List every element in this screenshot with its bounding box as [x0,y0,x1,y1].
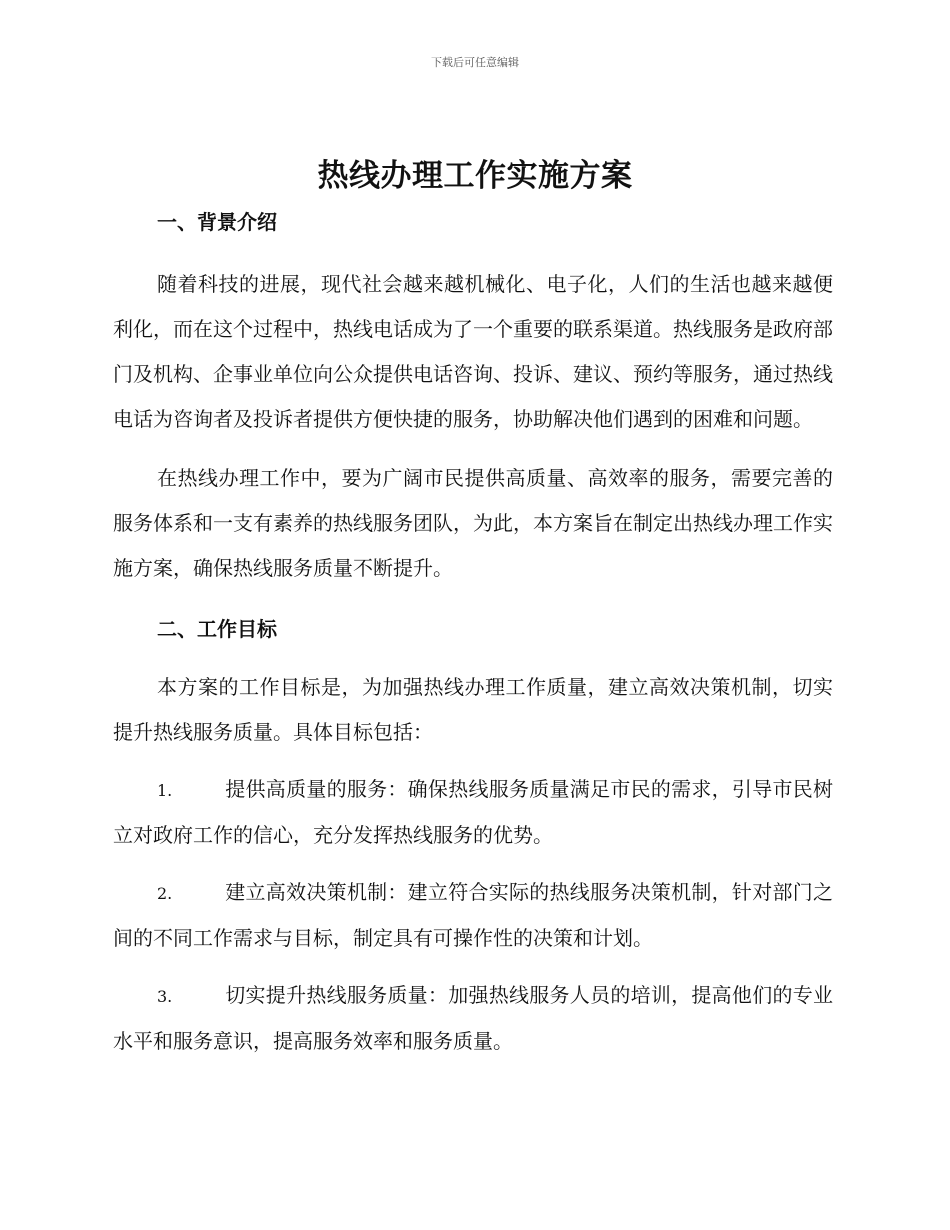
list-number: 1. [157,781,173,800]
goal-list-item-2 [113,870,833,961]
paragraph-background-1: 随着科技的进展，现代社会越来越机械化、电子化，人们的生活也越来越便利化，而在这个过程中，热线电话成为了一个重要的联系渠道。热线服务是政府部门及机构、企事业单位向公众提供电话咨询、投诉、建议、预约等服务，通过热线电话为咨询者及投诉者提供方便快捷的服务，协助解决他们遇到的困难和问题。 [113,272,833,431]
header-note: 下载后可任意编辑 [431,56,519,69]
list-text: 切实提升热线服务质量：加强热线服务人员的培训，提高他们的专业水平和服务意识，提高服务效率和服务质量。 [113,983,833,1053]
list-text: 建立高效决策机制：建立符合实际的热线服务决策机制，针对部门之间的不同工作需求与目标，制定具有可操作性的决策和计划。 [113,880,833,950]
list-text: 提供高质量的服务：确保热线服务质量满足市民的需求，引导市民树立对政府工作的信心，充分发挥热线服务的优势。 [113,777,833,847]
goal-list-item-1 [113,767,833,858]
document-title: 热线办理工作实施方案 [317,158,633,194]
list-number: 2. [157,884,173,903]
section-heading-background: 一、背景介绍 [157,210,277,234]
paragraph-goals-intro: 本方案的工作目标是，为加强热线办理工作质量，建立高效决策机制，切实提升热线服务质量。具体目标包括： [113,675,833,744]
list-number: 3. [157,987,173,1006]
document-body [113,206,833,1064]
paragraph-background-2: 在热线办理工作中，要为广阔市民提供高质量、高效率的服务，需要完善的服务体系和一支有素养的热线服务团队，为此，本方案旨在制定出热线办理工作实施方案，确保热线服务质量不断提升。 [113,466,833,580]
goal-list-item-3 [113,973,833,1064]
section-heading-goals: 二、工作目标 [157,617,277,641]
